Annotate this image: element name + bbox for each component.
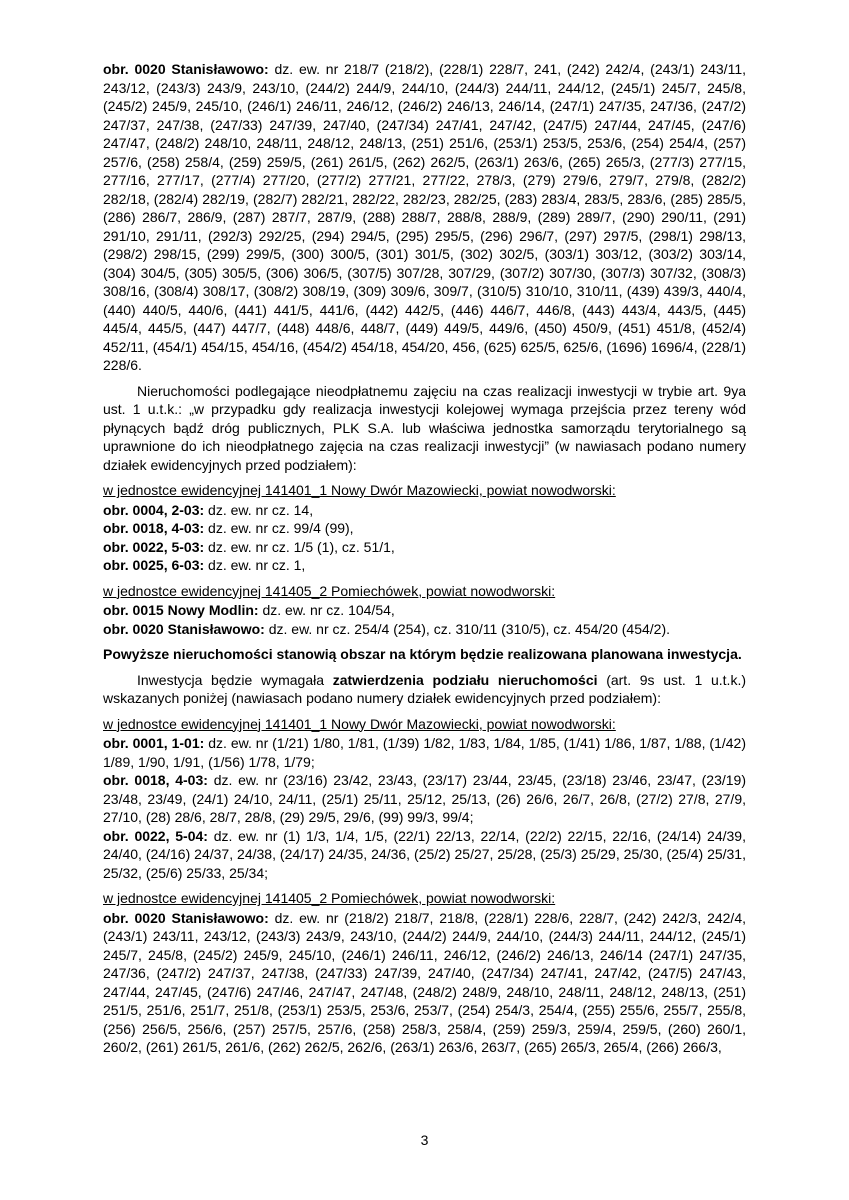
parcel-item-body: dz. ew. nr cz. 1, [204,557,306,573]
obreb-0020-lead: obr. 0020 Stanisławowo: [103,61,269,77]
paragraph-division-approval [103,671,746,708]
division-approval-post: (art. 9s ust. 1 u.t.k.) wskazanych poniżej (nawiasach podano numery działek ewidencyjnych przed podziałem): [103,671,746,706]
parcel-item [103,538,746,557]
obreb-0020-parcels: dz. ew. nr 218/7 (218/2), (228/1) 228/7, 241, (242) 242/4, (243/1) 243/11, 243/12, (243/3) 243/9, 243/10, (244/2) 244/9, 244/10, (244/3) 244/11, 244/12, (245/1) 245/7, 245/8, (245/2) 245/9, 245/10, (246/1) 246/11, 246/12, (246/2) 246/13, 246/14, (247/1) 247/35, 247/36, (247/2) 247/37, 247/38, (247/33) 247/39, 247/40, (247/34) 247/41, 247/42, (247/5) 247/44, 247/45, (247/6) 247/47, (248/2) 248/10, 248/11, 248/12, 248/13, (251) 251/6, (253/1) 253/5, 253/6, (254) 254/4, (257) 257/6, (258) 258/4, (259) 259/5, (261) 261/5, (262) 262/5, (263/1) 263/6, (265) 265/3, (277/3) 277/15, 277/16, 277/17, (277/4) 277/20, (277/2) 277/21, 277/22, 278/3, (279) 279/6, 279/7, 279/8, (282/2) 282/18, (282/4) 282/19, (282/7) 282/21, 282/22, 282/23, 282/25, (283) 283/4, 283/5, 283/6, (285) 285/5, (286) 286/7, 286/9, (287) 287/7, 287/9, (288) 288/7, 288/8, 288/9, (289) 289/7, (290) 290/11, (291) 291/10, 291/11, (292/3) 292/25, (294) 294/5, (295) 295/5, (296) 296/7, (297) 297/5, (298/1) 298/13, (298/2) 298/15, (299) 299/5, (300) 300/5, (301) 301/5, (302) 302/5, (303/1) 303/12, (303/2) 303/14, (304) 304/5, (305) 305/5, (306) 306/5, (307/5) 307/28, 307/29, (307/2) 307/30, (307/3) 307/32, (308/3) 308/16, (308/4) 308/17, (308/2) 308/19, (309) 309/6, 309/7, (310/5) 310/10, 310/11, (439) 439/3, 440/4, (440) 440/5, 440/6, (441) 441/5, 441/6, (442) 442/5, (446) 446/7, 446/8, (443) 443/4, 443/5, (445) 445/4, 445/5, (447) 447/7, (448) 448/6, 448/7, (449) 449/5, 449/6, (450) 450/9, (451) 451/8, (452/4) 452/11, (454/1) 454/15, 454/16, (454/2) 454/18, 454/20, 456, (625) 625/5, 625/6, (1696) 1696/4, (228/1) 228/6. [103,61,746,373]
section-heading-141405-occupation [103,582,746,601]
parcel-item-body: dz. ew. nr (218/2) 218/7, 218/8, (228/1) 228/6, 228/7, (242) 242/3, 242/4, (243/1) 243/11, 243/12, (243/3) 243/9, 243/10, (244/2) 244/9, 244/10, (244/3) 244/11, 244/12, (245/1) 245/7, 245/8, (245/2) 245/9, 245/10, (246/1) 246/11, 246/12, (246/2) 246/13, 246/14 (247/1) 247/35, 247/36, (247/2) 247/37, 247/38, (247/33) 247/39, 247/40, (247/34) 247/41, 247/42, (247/5) 247/43, 247/44, 247/45, (247/6) 247/46, 247/47, 247/48, (248/2) 248/9, 248/10, 248/11, 248/12, 248/13, (251) 251/5, 251/6, 251/7, 251/8, (253/1) 253/5, 253/6, 253/7, (254) 254/3, 254/4, (255) 255/6, 255/7, 255/8, (256) 256/5, 256/6, (257) 257/5, 257/6, (258) 258/3, 258/4, (259) 259/3, 259/4, 259/5, (260) 260/1, 260/2, (261) 261/5, 261/6, (262) 262/5, 262/6, (263/1) 263/6, 263/7, (265) 265/3, 265/4, (266) 266/3, [103,909,746,1055]
parcel-item [103,620,746,639]
parcel-item-lead: obr. 0015 Nowy Modlin: [103,602,259,618]
paragraph-parcel-list [103,60,746,375]
parcel-item-lead: obr. 0020 Stanisławowo: [103,909,269,926]
paragraph-free-occupation: Nieruchomości podlegające nieodpłatnemu zajęciu na czas realizacji inwestycji w trybie art. 9ya ust. 1 u.t.k.: „w przypadku gdy realizacja inwestycji kolejowej wymaga przejścia przez tereny wód płynących bądź dróg publicznych, PLK S.A. lub właściwa jednostka samorządu terytorialnego są uprawnione do ich nieodpłatnego zajęcia na czas realizacji inwestycji” (w nawiasach podano numery działek ewidencyjnych przed podziałem): [103,382,746,473]
page-number: 3 [420,1132,429,1148]
parcel-item-body: dz. ew. nr cz. 1/5 (1), cz. 51/1, [204,538,395,555]
paragraph-investment-area-statement: Powyższe nieruchomości stanowią obszar na którym będzie realizowana planowana inwestycja. [103,646,742,662]
section-heading-141405-division [103,889,746,908]
parcel-item-body: dz. ew. nr cz. 99/4 (99), [204,520,354,536]
section-occupation-unit-141405 [103,582,746,639]
section-heading-141401-occupation [103,481,746,500]
parcel-item [103,601,746,620]
parcel-item-body: dz. ew. nr (1/21) 1/80, 1/81, (1/39) 1/82, 1/83, 1/84, 1/85, (1/41) 1/86, 1/87, 1/88, (1/42) 1/89, 1/90, 1/91, (1/56) 1/78, 1/79; [103,735,747,770]
section-heading-141401-division [103,715,746,734]
section-heading-text: w jednostce ewidencyjnej 141401_1 Nowy Dwór Mazowiecki, powiat nowodworski: [103,715,616,732]
parcel-item-body: dz. ew. nr (1) 1/3, 1/4, 1/5, (22/1) 22/13, 22/14, (22/2) 22/15, 22/16, (24/14) 24/39, 24/40, (24/16) 24/37, 24/38, (24/17) 24/35, 24/36, (25/2) 25/27, 25/28, (25/3) 25/29, 25/30, (25/4) 25/31, 25/32, (25/6) 25/33, 25/34; [103,827,746,881]
parcel-item-body: dz. ew. nr cz. 104/54, [258,602,395,618]
parcel-item-body: dz. ew. nr cz. 14, [204,501,314,518]
parcel-item-body: dz. ew. nr (23/16) 23/42, 23/43, (23/17) 23/44, 23/45, (23/18) 23/46, 23/47, (23/19) 23/48, 23/49, (24/1) 24/10, 24/11, (25/1) 25/11, 25/12, 25/13, (26) 26/6, 26/7, 26/8, (27/2) 27/8, 27/9, 27/10, (28) 28/6, 28/7, 28/8, (29) 29/5, 29/6, (99) 99/3, 99/4; [103,772,746,825]
parcel-item [103,827,746,883]
parcel-item-lead: obr. 0025, 6-03: [103,557,205,573]
section-heading-text: w jednostce ewidencyjnej 141401_1 Nowy Dwór Mazowiecki, powiat nowodworski: [103,482,616,498]
parcel-item [103,734,746,771]
parcel-item [103,519,746,538]
parcel-item-lead: obr. 0022, 5-03: [103,538,205,555]
division-approval-bold: zatwierdzenia podziału nieruchomości [332,671,598,688]
parcel-item-lead: obr. 0018, 4-03: [103,772,208,788]
section-occupation-unit-141401 [103,481,746,575]
section-heading-text: w jednostce ewidencyjnej 141405_2 Pomiechówek, powiat nowodworski: [103,890,556,906]
parcel-item [103,909,746,1057]
section-division-unit-141405 [103,889,746,1057]
section-heading-text: w jednostce ewidencyjnej 141405_2 Pomiechówek, powiat nowodworski: [103,582,556,599]
parcel-item [103,556,746,575]
parcel-item-lead: obr. 0018, 4-03: [103,520,205,536]
parcel-item [103,501,746,520]
parcel-item-lead: obr. 0022, 5-04: [103,827,208,844]
division-approval-pre: Inwestycja będzie wymagała [137,671,333,688]
parcel-item [103,771,746,827]
parcel-item-lead: obr. 0020 Stanisławowo: [103,620,265,637]
parcel-item-lead: obr. 0001, 1-01: [103,735,205,751]
parcel-item-lead: obr. 0004, 2-03: [103,501,205,518]
parcel-item-body: dz. ew. nr cz. 254/4 (254), cz. 310/11 (310/5), cz. 454/20 (454/2). [264,620,671,637]
section-division-unit-141401 [103,715,746,883]
